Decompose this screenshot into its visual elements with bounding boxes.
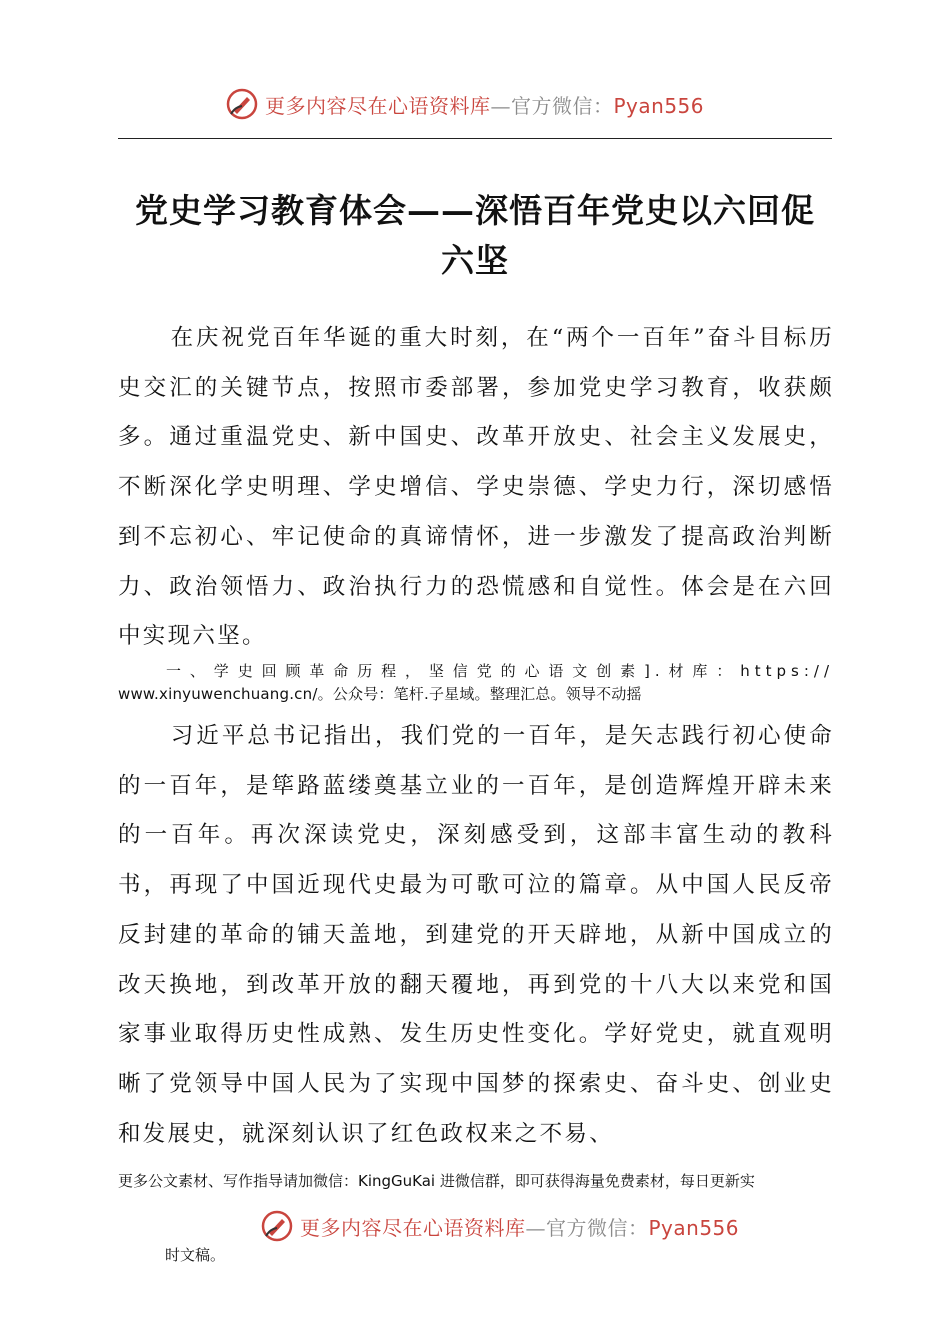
footer-watermark-banner [260,1206,739,1246]
section-heading-1: 一、学史回顾革命历程，坚信党的心语文创素].材库：https:// www.xinyuwenchuang.cn/。公众号：笔杆.子星域。整理汇总。领导不动摇 [118,662,834,703]
pen-nib-swirl-logo [260,1209,294,1243]
footer-banner-text: 更多内容尽在心语资料库—官方微信：Pyan556 [300,1215,740,1240]
header-divider [118,138,832,139]
paragraph-section-1: 习近平总书记指出，我们党的一百年，是矢志践行初心使命的一百年，是筚路蓝缕奠基立业的一百年，是创造辉煌开辟未来的一百年。再次深读党史，深刻感受到，这部丰富生动的教科书，再现了中国近现代史最为可歌可泣的篇章。从中国人民反帝反封建的革命的铺天盖地，到建党的开天辟地，从新中国成立的改天换地，到改革开放的翻天覆地，再到党的十八大以来党和国家事业取得历史性成熟、发生历史性变化。学好党史，就直观明晰了党领导中国人民为了实现中国梦的探索史、奋斗史、创业史和发展史，就深刻认识了红色政权来之不易、 [118,723,834,1147]
pen-nib-swirl-logo [225,87,259,121]
header-watermark-banner [225,84,704,124]
footer-note: 更多公文素材、写作指导请加微信：KingGuKai 进微信群，即可获得海量免费素材，每日更新实 [118,1172,755,1190]
paragraph-intro: 在庆祝党百年华诞的重大时刻，在“两个一百年”奋斗目标历史交汇的关键节点，按照市委部署，参加党史学习教育，收获颇多。通过重温党史、新中国史、改革开放史、社会主义发展史，不断深化学史明理、学史增信、学史崇德、学史力行，深切感悟到不忘初心、牢记使命的真谛情怀，进一步激发了提高政治判断力、政治领悟力、政治执行力的恐慌感和自觉性。体会是在六回中实现六坚。 [118,325,834,650]
document-title: 党史学习教育体会——深悟百年党史以六回促 六坚 [135,191,815,280]
footer-tail-text: 时文稿。 [165,1246,226,1264]
header-banner-text: 更多内容尽在心语资料库—官方微信：Pyan556 [265,93,705,118]
